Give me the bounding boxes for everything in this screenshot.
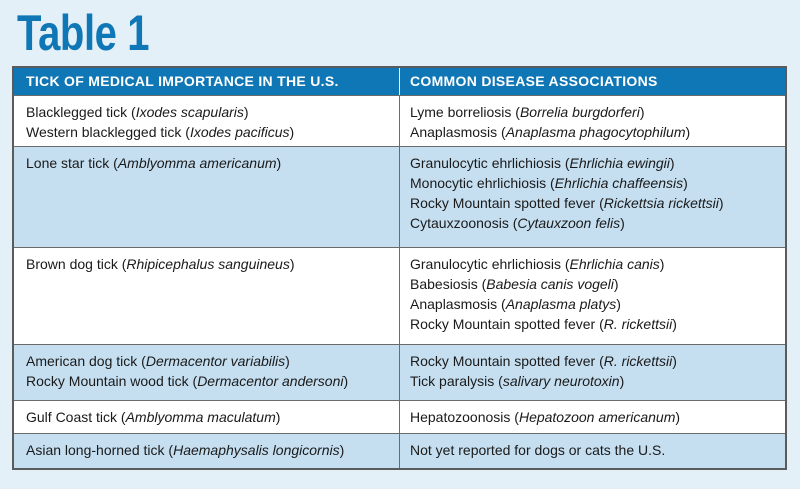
scientific-name: Ixodes scapularis	[135, 104, 244, 120]
scientific-name: Haemaphysalis longicornis	[173, 442, 340, 458]
disease-name: Lyme borreliosis (	[410, 104, 520, 120]
disease-entry	[410, 314, 777, 334]
tick-cell	[14, 147, 400, 247]
table-title: Table 1	[17, 5, 150, 61]
table-header-row	[14, 68, 785, 95]
close-paren: )	[276, 155, 282, 171]
tick-cell	[14, 96, 400, 146]
disease-entry	[410, 254, 777, 274]
pathogen-name: Cytauxzoon felis	[517, 215, 621, 231]
disease-entry	[410, 294, 777, 314]
common-name: Lone star tick (	[26, 155, 118, 171]
tick-entry	[26, 407, 391, 427]
close-paren: )	[718, 195, 724, 211]
tick-entry	[26, 440, 391, 460]
close-paren: )	[343, 373, 349, 389]
scientific-name: Amblyomma americanum	[117, 155, 277, 171]
table-row	[14, 344, 785, 400]
tick-entry	[26, 254, 391, 274]
disease-cell	[400, 401, 785, 433]
tick-cell	[14, 345, 400, 400]
scientific-name: Dermacentor andersoni	[197, 373, 344, 389]
pathogen-name: Anaplasma phagocytophilum	[505, 124, 686, 140]
tick-entry	[26, 153, 391, 173]
tick-disease-table	[12, 66, 787, 470]
close-paren: )	[243, 104, 249, 120]
disease-entry	[410, 122, 777, 142]
disease-entry	[410, 213, 777, 233]
table-row	[14, 433, 785, 468]
close-paren: )	[613, 276, 619, 292]
common-name: Blacklegged tick (	[26, 104, 136, 120]
close-paren: )	[289, 256, 295, 272]
pathogen-name: salivary neurotoxin	[502, 373, 620, 389]
pathogen-name: Ehrlichia canis	[569, 256, 660, 272]
disease-name: Monocytic ehrlichiosis (	[410, 175, 555, 191]
scientific-name: Amblyomma maculatum	[125, 409, 276, 425]
disease-cell	[400, 96, 785, 146]
disease-entry	[410, 407, 777, 427]
close-paren: )	[669, 155, 675, 171]
close-paren: )	[683, 175, 688, 191]
disease-name: Granulocytic ehrlichiosis (	[410, 155, 570, 171]
disease-entry	[410, 153, 777, 173]
tick-entry	[26, 122, 391, 142]
common-name: Rocky Mountain wood tick (	[26, 373, 198, 389]
disease-name: Anaplasmosis (	[410, 296, 506, 312]
common-name: American dog tick (	[26, 353, 146, 369]
common-name: Gulf Coast tick (	[26, 409, 126, 425]
pathogen-name: R. rickettsii	[603, 316, 673, 332]
disease-entry	[410, 440, 777, 460]
pathogen-name: Hepatozoon americanum	[518, 409, 676, 425]
table-row	[14, 247, 785, 344]
disease-name: Rocky Mountain spotted fever (	[410, 353, 604, 369]
disease-cell	[400, 434, 785, 468]
disease-cell	[400, 147, 785, 247]
header-disease: COMMON DISEASE ASSOCIATIONS	[410, 73, 658, 89]
pathogen-name: Ehrlichia chaffeensis	[554, 175, 684, 191]
pathogen-name: Borrelia burgdorferi	[519, 104, 640, 120]
scientific-name: Dermacentor variabilis	[145, 353, 286, 369]
table-row	[14, 146, 785, 247]
pathogen-name: Anaplasma platys	[505, 296, 617, 312]
close-paren: )	[672, 353, 677, 369]
pathogen-name: Rickettsia rickettsii	[603, 195, 719, 211]
table-row	[14, 95, 785, 146]
close-paren: )	[285, 353, 290, 369]
header-tick: TICK OF MEDICAL IMPORTANCE IN THE U.S.	[14, 68, 400, 95]
tick-cell	[14, 434, 400, 468]
scientific-name: Rhipicephalus sanguineus	[126, 256, 290, 272]
tick-cell	[14, 401, 400, 433]
close-paren: )	[620, 215, 625, 231]
close-paren: )	[639, 104, 645, 120]
close-paren: )	[659, 256, 665, 272]
disease-entry	[410, 274, 777, 294]
close-paren: )	[289, 124, 295, 140]
disease-name: Not yet reported for dogs or cats the U.S.	[410, 442, 666, 458]
scientific-name: Ixodes pacificus	[189, 124, 290, 140]
disease-name: Tick paralysis (	[410, 373, 503, 389]
common-name: Western blacklegged tick (	[26, 124, 190, 140]
pathogen-name: Ehrlichia ewingii	[569, 155, 670, 171]
disease-cell	[400, 345, 785, 400]
disease-name: Hepatozoonosis (	[410, 409, 519, 425]
tick-entry	[26, 371, 391, 391]
disease-name: Rocky Mountain spotted fever (	[410, 195, 604, 211]
disease-name: Babesiosis (	[410, 276, 487, 292]
disease-cell	[400, 248, 785, 344]
pathogen-name: R. rickettsii	[603, 353, 673, 369]
close-paren: )	[275, 409, 281, 425]
close-paren: )	[675, 409, 681, 425]
disease-entry	[410, 193, 777, 213]
close-paren: )	[685, 124, 691, 140]
common-name: Brown dog tick (	[26, 256, 127, 272]
disease-entry	[410, 371, 777, 391]
disease-entry	[410, 351, 777, 371]
tick-entry	[26, 102, 391, 122]
disease-entry	[410, 102, 777, 122]
disease-entry	[410, 173, 777, 193]
close-paren: )	[619, 373, 625, 389]
table-row	[14, 400, 785, 433]
disease-name: Anaplasmosis (	[410, 124, 506, 140]
common-name: Asian long-horned tick (	[26, 442, 174, 458]
tick-entry	[26, 351, 391, 371]
close-paren: )	[616, 296, 621, 312]
disease-name: Granulocytic ehrlichiosis (	[410, 256, 570, 272]
disease-name: Cytauxzoonosis (	[410, 215, 518, 231]
tick-cell	[14, 248, 400, 344]
pathogen-name: Babesia canis vogeli	[486, 276, 614, 292]
disease-name: Rocky Mountain spotted fever (	[410, 316, 604, 332]
close-paren: )	[339, 442, 345, 458]
close-paren: )	[672, 316, 677, 332]
